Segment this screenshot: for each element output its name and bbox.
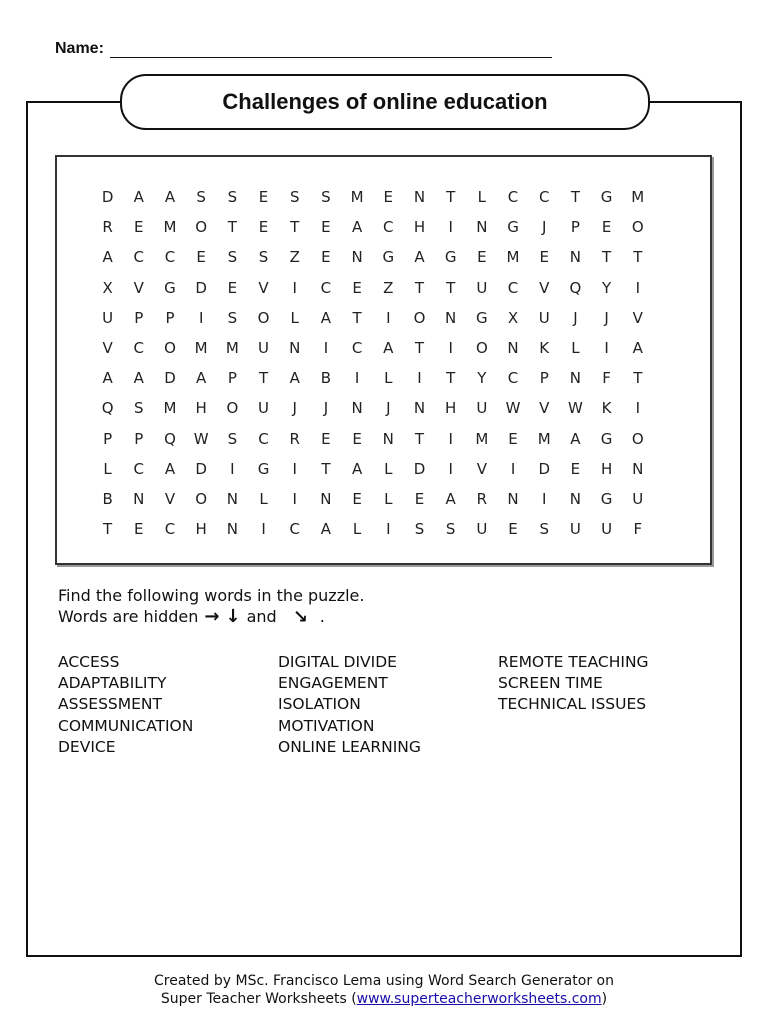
puzzle-letter: D (195, 278, 207, 297)
puzzle-letter: O (195, 489, 208, 508)
puzzle-letter: X (102, 278, 113, 297)
instructions-line1: Find the following words in the puzzle. (58, 586, 365, 605)
puzzle-letter: O (164, 338, 176, 357)
puzzle-letter: T (258, 369, 269, 388)
puzzle-letter: D (538, 459, 550, 478)
page-title: Challenges of online education (222, 89, 548, 114)
puzzle-letter: S (196, 188, 206, 206)
puzzle-letter: A (383, 338, 394, 357)
footer-source-prefix: Super Teacher Worksheets ( (160, 991, 357, 1007)
puzzle-letter: N (413, 399, 426, 418)
word-column-3 (498, 652, 649, 758)
puzzle-letter: E (601, 218, 612, 237)
puzzle-letter: C (164, 520, 176, 539)
puzzle-letter: J (323, 399, 329, 418)
puzzle-letter: S (414, 520, 425, 539)
puzzle-letter: Z (383, 278, 394, 297)
puzzle-letter: A (632, 338, 643, 357)
puzzle-letter: S (445, 520, 456, 539)
puzzle-letter: I (510, 459, 516, 478)
puzzle-letter: A (133, 188, 144, 206)
puzzle-letter: Q (101, 399, 114, 418)
puzzle-letter: O (475, 338, 488, 357)
puzzle-letter: P (539, 369, 549, 388)
puzzle-letter: N (289, 338, 301, 357)
puzzle-letter: N (226, 489, 238, 508)
puzzle-letter: B (102, 489, 113, 508)
name-row (55, 40, 552, 58)
puzzle-letter: T (414, 429, 425, 448)
puzzle-letter: D (413, 459, 426, 478)
instructions-period: . (319, 607, 325, 626)
puzzle-letter: I (261, 520, 266, 539)
puzzle-letter: L (259, 489, 268, 508)
word-item: ENGAGEMENT (278, 674, 388, 693)
puzzle-letter: C (351, 338, 363, 357)
puzzle-letter: D (101, 188, 114, 206)
puzzle-letter: J (604, 308, 609, 327)
puzzle-letter: E (321, 218, 331, 237)
puzzle-letter: M (475, 429, 489, 448)
puzzle-letter: P (165, 308, 175, 327)
puzzle-letter: V (164, 489, 176, 508)
puzzle-letter: C (289, 520, 300, 539)
puzzle-letter: F (602, 369, 611, 388)
word-item: ASSESSMENT (58, 695, 162, 714)
word-item: ONLINE LEARNING (278, 737, 421, 756)
puzzle-letter: L (352, 520, 362, 539)
puzzle-letter: S (227, 429, 238, 448)
puzzle-letter: L (571, 338, 580, 357)
instructions (58, 585, 365, 630)
puzzle-letter: L (384, 459, 393, 478)
puzzle-letter: E (352, 489, 362, 508)
puzzle-letter: T (602, 248, 612, 267)
puzzle-letter: I (448, 429, 453, 448)
puzzle-letter: A (445, 489, 456, 508)
puzzle-letter: T (103, 520, 113, 539)
puzzle-letter: K (601, 399, 612, 418)
puzzle-letter: R (476, 489, 488, 508)
puzzle-letter: R (102, 218, 113, 237)
puzzle-letter: H (413, 218, 426, 237)
puzzle-letter: S (258, 248, 269, 267)
footer-link[interactable]: www.superteacherworksheets.com (356, 991, 602, 1007)
puzzle-letter: C (507, 188, 519, 206)
puzzle-letter: N (351, 248, 363, 267)
puzzle-letter: M (350, 188, 364, 206)
puzzle-letter: E (134, 520, 144, 539)
puzzle-letter: N (632, 459, 644, 478)
puzzle-letter: T (633, 248, 643, 267)
puzzle-letter: D (195, 459, 207, 478)
puzzle-letter: O (257, 308, 270, 327)
puzzle-letter: A (320, 308, 332, 327)
title-banner (120, 74, 650, 130)
word-item: DEVICE (58, 737, 116, 756)
puzzle-letter: N (413, 188, 426, 206)
puzzle-letter: X (507, 308, 519, 327)
puzzle-letter: U (476, 399, 488, 418)
puzzle-letter: P (134, 429, 144, 448)
puzzle-letter: T (446, 278, 456, 297)
puzzle-letter: H (195, 399, 207, 418)
puzzle-letter: N (320, 489, 332, 508)
puzzle-letter: S (321, 188, 331, 206)
puzzle-letter: I (635, 399, 640, 418)
puzzle-letter: I (448, 218, 453, 237)
puzzle-letter: U (569, 520, 581, 539)
puzzle-letter: S (289, 188, 300, 206)
puzzle-letter: Y (602, 278, 612, 297)
puzzle-letter: N (351, 399, 363, 418)
puzzle-letter: T (227, 218, 237, 237)
puzzle-letter: N (382, 429, 394, 448)
puzzle-letter: J (542, 218, 547, 237)
puzzle-letter: G (600, 489, 613, 508)
puzzle-letter: P (227, 369, 237, 388)
puzzle-letter: M (163, 218, 177, 237)
puzzle-letter: E (352, 278, 362, 297)
name-field-line[interactable] (110, 43, 552, 58)
puzzle-letter: O (195, 218, 208, 237)
word-item: COMMUNICATION (58, 716, 194, 735)
puzzle-letter: H (600, 459, 613, 478)
puzzle-letter: M (194, 338, 208, 357)
puzzle-letter: E (227, 278, 238, 297)
puzzle-letter: C (164, 248, 176, 267)
puzzle-letter: E (352, 429, 362, 448)
word-item: MOTIVATION (278, 716, 375, 735)
puzzle-letter: A (351, 459, 363, 478)
puzzle-letter: Q (164, 429, 176, 448)
puzzle-letter: K (539, 338, 550, 357)
puzzle-letter: H (195, 520, 207, 539)
puzzle-letter: U (258, 399, 270, 418)
puzzle-letter: I (292, 278, 297, 297)
footer (0, 972, 768, 1008)
puzzle-letter: L (477, 188, 487, 206)
puzzle-letter: G (382, 248, 395, 267)
puzzle-letter: E (321, 248, 331, 267)
puzzle-letter: T (570, 188, 580, 206)
puzzle-letter: T (290, 218, 300, 237)
puzzle-letter: G (507, 218, 519, 237)
puzzle-letter: I (354, 369, 360, 388)
puzzle-letter: G (444, 248, 457, 267)
puzzle-letter: O (413, 308, 426, 327)
puzzle-letter: E (258, 188, 269, 206)
puzzle-letter: U (476, 278, 488, 297)
puzzle-letter: I (604, 338, 609, 357)
puzzle-letter: J (573, 308, 578, 327)
puzzle-letter: C (507, 369, 519, 388)
puzzle-letter: M (506, 248, 520, 267)
puzzle-letter: I (635, 278, 640, 297)
puzzle-letter: I (542, 489, 547, 508)
puzzle-letter: C (538, 188, 550, 206)
puzzle-letter: D (164, 369, 176, 388)
puzzle-letter: E (477, 248, 487, 267)
puzzle-letter: M (163, 399, 177, 418)
word-list (58, 652, 649, 758)
word-item: TECHNICAL ISSUES (498, 695, 647, 714)
puzzle-letter: E (539, 248, 549, 267)
puzzle-grid (92, 184, 653, 546)
puzzle-letter: O (226, 399, 239, 418)
puzzle-letter: I (198, 308, 204, 327)
word-item: ISOLATION (278, 695, 361, 714)
puzzle-letter: P (570, 218, 580, 237)
puzzle-letter: W (505, 399, 521, 418)
puzzle-letter: S (539, 520, 549, 539)
puzzle-letter: C (133, 459, 145, 478)
puzzle-letter: A (164, 459, 176, 478)
puzzle-letter: N (507, 489, 519, 508)
puzzle-letter: V (133, 278, 144, 297)
puzzle-letter: U (601, 520, 613, 539)
puzzle-letter: V (539, 278, 550, 297)
puzzle-letter: I (292, 489, 297, 508)
puzzle-letter: L (384, 489, 393, 508)
puzzle-letter: M (631, 188, 645, 206)
puzzle-letter: V (476, 459, 487, 478)
word-item: SCREEN TIME (498, 674, 603, 693)
arrow-right-icon: → (204, 606, 220, 627)
puzzle-letter: I (386, 308, 391, 327)
puzzle-letter: C (383, 218, 394, 237)
puzzle-letter: M (537, 429, 551, 448)
puzzle-letter: G (476, 308, 488, 327)
word-column-2 (278, 652, 498, 758)
puzzle-letter: E (321, 429, 331, 448)
puzzle-letter: T (321, 459, 331, 478)
word-column-1 (58, 652, 278, 758)
puzzle-letter: E (414, 489, 425, 508)
puzzle-letter: E (570, 459, 581, 478)
puzzle-letter: W (567, 399, 583, 418)
puzzle-letter: I (386, 520, 391, 539)
puzzle-letter: L (290, 308, 299, 327)
puzzle-letter: S (227, 188, 238, 206)
puzzle-letter: J (386, 399, 391, 418)
puzzle-letter: A (414, 248, 425, 267)
puzzle-letter: O (631, 429, 644, 448)
instructions-prefix: Words are hidden (58, 607, 199, 626)
puzzle-letter: V (632, 308, 643, 327)
puzzle-letter: A (102, 369, 113, 388)
word-item: ACCESS (58, 653, 120, 671)
puzzle-letter: T (352, 308, 362, 327)
puzzle-letter: L (103, 459, 112, 478)
puzzle-letter: N (476, 218, 488, 237)
puzzle-letter: A (289, 369, 300, 388)
puzzle-letter: S (227, 248, 238, 267)
puzzle-letter: F (633, 520, 643, 539)
puzzle-letter: N (569, 248, 582, 267)
puzzle-letter: U (258, 338, 270, 357)
puzzle-letter: A (320, 520, 332, 539)
puzzle-letter: G (600, 188, 613, 206)
puzzle-letter: G (600, 429, 613, 448)
puzzle-letter: A (164, 188, 176, 206)
puzzle-letter: W (193, 429, 209, 448)
puzzle-letter: H (445, 399, 457, 418)
puzzle-letter: S (134, 399, 144, 418)
name-label: Name: (55, 40, 104, 57)
word-item: ADAPTABILITY (58, 674, 167, 693)
word-item: DIGITAL DIVIDE (278, 653, 397, 671)
puzzle-letter: E (508, 429, 518, 448)
arrow-down-icon: ↓ (225, 606, 241, 627)
footer-source (0, 990, 768, 1008)
puzzle-letter: J (292, 399, 297, 418)
puzzle-letter: E (258, 218, 269, 237)
puzzle-letter: C (258, 429, 269, 448)
puzzle-letter: E (134, 218, 144, 237)
puzzle-letter: C (320, 278, 332, 297)
puzzle-letter: I (448, 459, 453, 478)
puzzle-letter: A (196, 369, 207, 388)
puzzle-letter: I (292, 459, 297, 478)
puzzle-letter: S (227, 308, 238, 327)
puzzle-letter: C (507, 278, 519, 297)
puzzle-letter: N (226, 520, 238, 539)
puzzle-letter: L (384, 369, 393, 388)
puzzle-letter: A (133, 369, 144, 388)
puzzle-letter: U (538, 308, 550, 327)
word-item: REMOTE TEACHING (498, 653, 649, 671)
puzzle-letter: P (134, 308, 144, 327)
puzzle-letter: N (569, 369, 582, 388)
footer-credit: Created by MSc. Francisco Lema using Word Search Generator on (154, 973, 614, 989)
puzzle-letter: T (446, 188, 456, 206)
puzzle-letter: V (102, 338, 113, 357)
puzzle-letter: E (383, 188, 394, 206)
puzzle-letter: I (230, 459, 235, 478)
arrow-down-right-icon: → (287, 603, 313, 630)
puzzle-letter: T (633, 369, 643, 388)
puzzle-letter: V (258, 278, 269, 297)
puzzle-letter: G (257, 459, 270, 478)
puzzle-letter: B (320, 369, 332, 388)
puzzle-letter: T (446, 369, 456, 388)
puzzle-letter: I (417, 369, 422, 388)
puzzle-letter: I (448, 338, 453, 357)
puzzle-letter: T (414, 278, 425, 297)
puzzle-letter: N (445, 308, 457, 327)
puzzle-letter: U (476, 520, 488, 539)
puzzle-letter: E (196, 248, 206, 267)
puzzle-letter: P (103, 429, 113, 448)
puzzle-letter: G (164, 278, 176, 297)
puzzle-letter: N (133, 489, 145, 508)
puzzle-letter: I (323, 338, 329, 357)
puzzle-letter: N (569, 489, 582, 508)
puzzle-letter: A (570, 429, 581, 448)
puzzle-letter: E (508, 520, 518, 539)
puzzle-letter: A (351, 218, 363, 237)
puzzle-letter: Z (289, 248, 300, 267)
puzzle-letter: A (102, 248, 113, 267)
puzzle-letter: C (133, 248, 145, 267)
puzzle-letter: T (414, 338, 425, 357)
puzzle-letter: Q (569, 278, 582, 297)
puzzle-letter: C (133, 338, 145, 357)
and-text: and (246, 607, 277, 626)
puzzle-letter: V (539, 399, 550, 418)
instructions-line2 (58, 603, 364, 630)
puzzle-letter: R (289, 429, 300, 448)
puzzle-letter: N (507, 338, 519, 357)
footer-source-suffix: ) (601, 991, 608, 1007)
puzzle-letter: U (102, 308, 114, 327)
puzzle-letter: U (632, 489, 644, 508)
puzzle-letter: O (631, 218, 644, 237)
puzzle-letter: M (225, 338, 239, 357)
puzzle-letter: Y (477, 369, 487, 388)
